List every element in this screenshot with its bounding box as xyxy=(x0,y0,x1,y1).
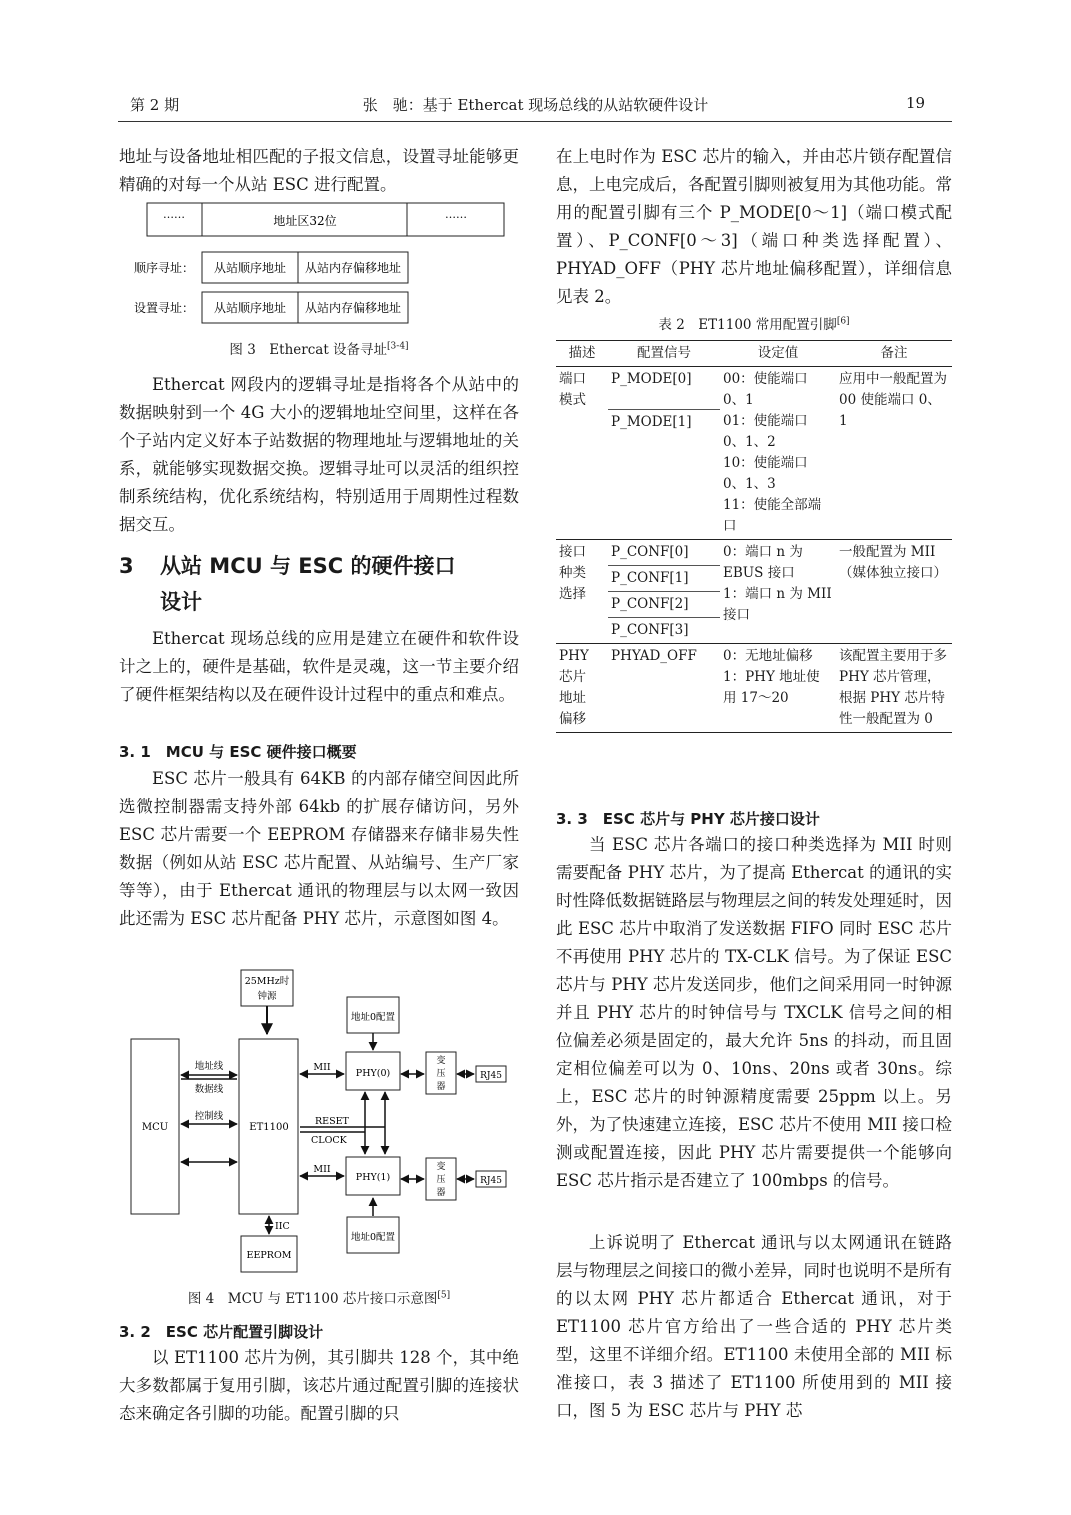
fig3-dots-right: …… xyxy=(445,208,467,221)
fig4-trans1-3: 器 xyxy=(436,1188,446,1198)
fig3-row2-offset: 从站内存偏移地址 xyxy=(304,301,402,315)
section-3-2-heading: 3. 2 ESC 芯片配置引脚设计 xyxy=(119,1323,324,1341)
g3-note: 该配置主要用于多 PHY 芯片管理，根据 PHY 芯片特性一般配置为 0 xyxy=(839,648,947,727)
fig3-row1-offset: 从站内存偏移地址 xyxy=(304,261,402,275)
g3-desc: PHY 芯片 地址 偏移 xyxy=(559,648,589,727)
fig4-clock-line1: 25MHz时 xyxy=(244,976,290,987)
running-title: 张 驰：基于 Ethercat 现场总线的从站软硬件设计 xyxy=(362,96,709,114)
left-para-1: 地址与设备地址相匹配的子报文信息，设置寻址能够更精确的对每一个从站 ESC 进行配置。 xyxy=(119,147,519,194)
fig4-et1100: ET1100 xyxy=(249,1122,289,1133)
left-para-3: Ethercat 现场总线的应用是建立在硬件和软件设计之上的，硬件是基础，软件是灵魂，这一节主要介绍了硬件框架结构以及在硬件设计过程中的重点和难点。 xyxy=(119,629,519,704)
section-3-number: 3 xyxy=(119,554,134,578)
figure-4-caption: 图 4 MCU 与 ET1100 芯片接口示意图[5] xyxy=(187,1290,451,1307)
fig4-trans0-2: 压 xyxy=(436,1069,446,1079)
page-number: 19 xyxy=(906,94,926,112)
g2-sig1: P_CONF[0] xyxy=(608,540,720,566)
th-value: 设定值 xyxy=(757,345,799,361)
fig4-eeprom: EEPROM xyxy=(246,1250,292,1261)
fig4-reset: RESET xyxy=(315,1116,349,1127)
header-rule xyxy=(118,121,952,122)
right-para-3: 上诉说明了 Ethercat 通讯与以太网通讯在链路层与物理层之间接口的微小差异，同时也说明不是所有的以太网 PHY 芯片都适合 Ethercat 通讯，对于 ET1100 芯片官方给出了一些合适的 PHY 芯片类型，这里不详细介绍。ET1100 未使用全部的 MII 标准接口，表 3 描述了 ET1100 所使用到的 MII 接口，图 5 为 ESC 芯片与 PHY 芯 xyxy=(556,1233,952,1420)
fig4-clock-line2: 钟源 xyxy=(257,991,277,1002)
g1-desc: 端口 模式 xyxy=(559,371,586,408)
th-desc: 描述 xyxy=(568,345,596,361)
fig4-clock: CLOCK xyxy=(311,1135,347,1146)
fig4-mii-0: MII xyxy=(313,1062,331,1073)
fig4-phy1: PHY(1) xyxy=(355,1172,391,1183)
table-2-caption: 表 2 ET1100 常用配置引脚[6] xyxy=(658,316,850,333)
fig3-row1-label: 顺序寻址： xyxy=(134,261,195,275)
g1-sig2: P_MODE[1] xyxy=(611,414,692,430)
fig4-trans0-3: 器 xyxy=(436,1082,446,1092)
fig4-addr-line: 地址线 xyxy=(194,1061,224,1072)
left-para-5: 以 ET1100 芯片为例，其引脚共 128 个，其中绝大多数都属于复用引脚，该芯片通过配置引脚的连接状态来确定各引脚的功能。配置引脚的只 xyxy=(119,1348,519,1423)
right-para-1: 在上电时作为 ESC 芯片的输入，并由芯片锁存配置信息，上电完成后，各配置引脚则被复用为其他功能。常用的配置引脚有三个 P_MODE[0～1]（端口模式配置）、P_CONF[0～3]（端口种类选择配置）、PHYAD_OFF（PHY 芯片地址偏移配置），详细信息见表 2。 xyxy=(556,147,952,306)
figure-3-addressing xyxy=(119,200,519,330)
fig4-mcu: MCU xyxy=(141,1122,169,1133)
section-3-heading: 从站 MCU 与 ESC 的硬件接口 设计 xyxy=(160,554,456,614)
issue-number: 第 2 期 xyxy=(130,96,180,114)
g2-note: 一般配置为 MII（媒体独立接口） xyxy=(839,544,947,581)
g1-value: 00：使能端口 0、1 01：使能端口 0、1、2 10：使能端口 0、1、3 11：使能全部端口 xyxy=(723,371,822,534)
fig4-rj45-0: RJ45 xyxy=(480,1071,502,1081)
fig3-addr-area: 地址区32位 xyxy=(273,214,337,228)
g1-note: 应用中一般配置为 00 使能端口 0、1 xyxy=(839,371,947,429)
fig4-trans1-2: 压 xyxy=(436,1175,446,1185)
fig4-mii-1: MII xyxy=(313,1164,331,1175)
th-signal: 配置信号 xyxy=(637,345,691,361)
section-3-1-heading: 3. 1 MCU 与 ESC 硬件接口概要 xyxy=(119,743,357,761)
fig4-phy0: PHY(0) xyxy=(355,1068,391,1079)
fig3-row2-label: 设置寻址： xyxy=(134,301,195,315)
g1-sig1: P_MODE[0] xyxy=(608,367,720,410)
figure-4-block-diagram xyxy=(119,964,519,1276)
fig4-trans1-1: 变 xyxy=(436,1162,446,1172)
fig4-rj45-1: RJ45 xyxy=(480,1176,502,1186)
fig4-iic: IIC xyxy=(275,1221,290,1232)
fig4-addr-cfg-top: 地址0配置 xyxy=(350,1012,396,1023)
left-para-4: ESC 芯片一般具有 64KB 的内部存储空间因此所选微控制器需支持外部 64kb 的扩展存储访问，另外 ESC 芯片需要一个 EEPROM 存储器来存储非易失性数据（例如从站 ESC 芯片配置、从站编号、生产厂家等等），由于 Ethercat 通讯的物理层与以太网一致因此还需为 ESC 芯片配备 PHY 芯片，示意图如图 4。 xyxy=(119,769,519,928)
g2-sig3: P_CONF[2] xyxy=(608,592,720,618)
table-2 xyxy=(556,340,952,733)
right-para-2: 当 ESC 芯片各端口的接口种类选择为 MII 时则需要配备 PHY 芯片，为了提高 Ethercat 的通讯的实时性降低数据链路层与物理层之间的转发处理延时，因此 ESC 芯片中取消了发送数据 FIFO 同时 ESC 芯片不再使用 PHY 芯片的 TX-CLK 信号。为了保证 ESC 芯片与 PHY 芯片发送同步，他们之间采用同一时钟源并且 PHY 芯片的时钟信号与 TXCLK 信号之间的相位偏差必须是固定的，最大允许 5ns 的抖动，而且固定相位偏差可以为 0、10ns、20ns 或者 30ns。综上，ESC 芯片的时钟源精度需要 25ppm 以上。另外，为了快速建立连接，ESC 芯片不使用 MII 接口检测或配置连接，因此 PHY 芯片需要提供一个能够向 ESC 芯片指示是否建立了 100mbps 的信号。 xyxy=(556,835,952,1190)
g2-value: 0：端口 n 为 EBUS 接口 1：端口 n 为 MII 接口 xyxy=(723,544,832,623)
fig4-addr-cfg-bottom: 地址0配置 xyxy=(350,1232,396,1243)
fig3-dots-left: …… xyxy=(163,208,185,221)
fig3-row1-seq: 从站顺序地址 xyxy=(213,261,287,275)
fig4-ctrl-line: 控制线 xyxy=(194,1111,224,1122)
fig3-row2-seq: 从站顺序地址 xyxy=(213,301,287,315)
section-3-3-heading: 3. 3 ESC 芯片与 PHY 芯片接口设计 xyxy=(556,810,820,828)
fig4-data-line: 数据线 xyxy=(194,1084,224,1095)
g2-desc: 接口 种类 选择 xyxy=(559,544,586,602)
g2-sig4: P_CONF[3] xyxy=(611,622,689,638)
left-para-2: Ethercat 网段内的逻辑寻址是指将各个从站中的数据映射到一个 4G 大小的逻辑地址空间里，这样在各个子站内定义好本子站数据的物理地址与逻辑地址的关系，就能够实现数据交换。逻辑寻址可以灵活的组织控制系统结构，优化系统结构，特别适用于周期性过程数据交互。 xyxy=(119,375,519,534)
g3-sig: PHYAD_OFF xyxy=(611,648,697,664)
figure-3-caption: 图 3 Ethercat 设备寻址[3-4] xyxy=(229,341,409,358)
th-note: 备注 xyxy=(880,345,908,361)
fig4-trans0-1: 变 xyxy=(436,1056,446,1066)
g2-sig2: P_CONF[1] xyxy=(608,566,720,592)
g3-value: 0：无地址偏移 1：PHY 地址使用 17～20 xyxy=(723,648,820,706)
